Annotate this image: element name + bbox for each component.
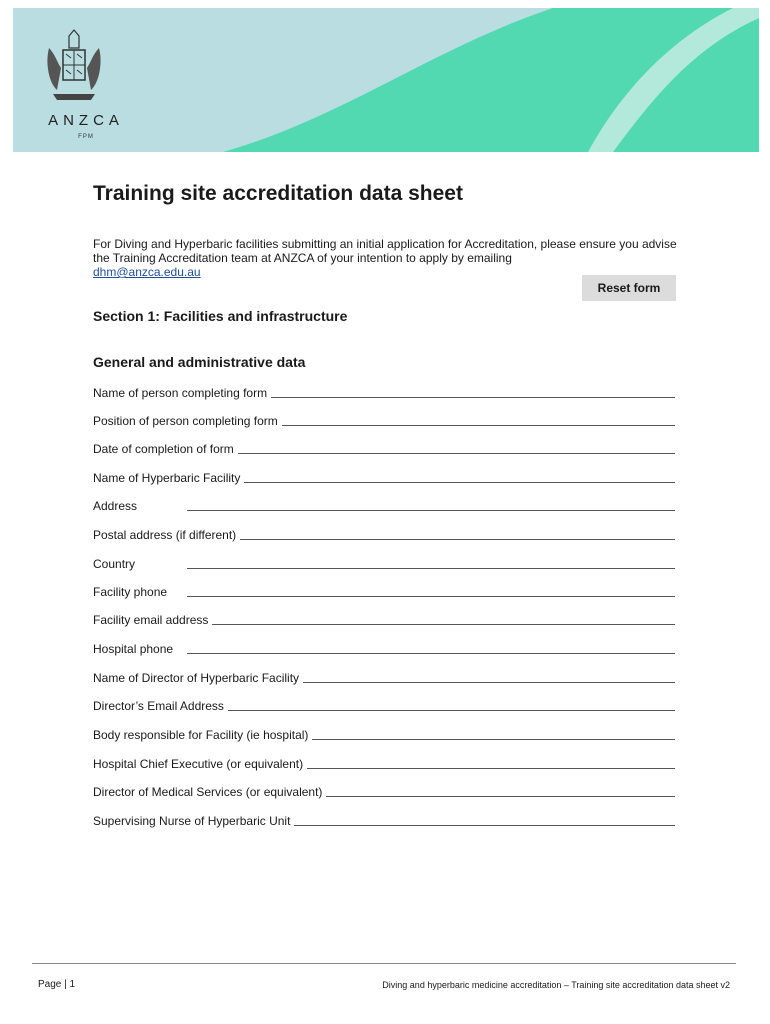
logo-subtitle: FPM [78, 134, 94, 140]
crest-icon [43, 28, 105, 106]
field-input-line[interactable] [271, 387, 675, 398]
field-input-line[interactable] [240, 529, 675, 540]
field-input-line[interactable] [187, 558, 675, 569]
field-label: Hospital Chief Executive (or equivalent) [93, 757, 304, 771]
field-label: Position of person completing form [93, 414, 278, 428]
intro-text: For Diving and Hyperbaric facilities submitting an initial application for Accreditation, please ensure you advise the Training Accreditation team at ANZCA of your intention to apply by emailing [93, 237, 677, 265]
form-field-row [93, 497, 675, 513]
footer-document-title: Diving and hyperbaric medicine accreditation – Training site accreditation data sheet v2 [382, 980, 730, 990]
form-field-row [93, 526, 675, 542]
field-label: Hospital phone [93, 642, 174, 656]
form-field-row [93, 583, 675, 599]
form-field-row [93, 384, 675, 400]
field-label: Name of person completing form [93, 386, 268, 400]
form-field-row [93, 611, 675, 627]
field-input-line[interactable] [307, 758, 675, 769]
form-field-row [93, 726, 675, 742]
form-field-row [93, 469, 675, 485]
field-input-line[interactable] [212, 614, 675, 625]
field-input-line[interactable] [244, 472, 675, 483]
field-input-line[interactable] [187, 500, 675, 511]
form-field-row [93, 697, 675, 713]
form-field-row [93, 440, 675, 456]
field-input-line[interactable] [294, 815, 675, 826]
field-input-line[interactable] [187, 643, 675, 654]
email-link[interactable]: dhm@anzca.edu.au [93, 265, 201, 279]
field-input-line[interactable] [282, 415, 675, 426]
field-label: Director’s Email Address [93, 699, 224, 713]
reset-form-button[interactable]: Reset form [582, 275, 676, 301]
intro-paragraph [93, 237, 683, 279]
field-label: Facility phone [93, 585, 168, 599]
section-title: Section 1: Facilities and infrastructure [93, 308, 348, 324]
field-label: Body responsible for Facility (ie hospital) [93, 728, 309, 742]
subsection-title: General and administrative data [93, 354, 306, 370]
footer-divider [32, 963, 736, 964]
form-field-row [93, 669, 675, 685]
field-label: Postal address (if different) [93, 528, 237, 542]
field-label: Supervising Nurse of Hyperbaric Unit [93, 814, 291, 828]
field-label: Name of Director of Hyperbaric Facility [93, 671, 300, 685]
field-input-line[interactable] [303, 672, 675, 683]
field-label: Director of Medical Services (or equivalent) [93, 785, 323, 799]
form-field-row [93, 412, 675, 428]
form-field-row [93, 640, 675, 656]
logo-wordmark: ANZCA [48, 112, 124, 129]
field-input-line[interactable] [228, 700, 675, 711]
field-label: Date of completion of form [93, 442, 234, 456]
header-banner [13, 8, 759, 152]
page-number: Page | 1 [38, 979, 76, 990]
field-label: Country [93, 557, 136, 571]
field-input-line[interactable] [326, 786, 675, 797]
form-field-row [93, 555, 675, 571]
field-input-line[interactable] [238, 443, 675, 454]
field-label: Address [93, 499, 138, 513]
field-input-line[interactable] [187, 586, 675, 597]
form-field-row [93, 812, 675, 828]
field-label: Name of Hyperbaric Facility [93, 471, 241, 485]
form-field-row [93, 755, 675, 771]
field-label: Facility email address [93, 613, 209, 627]
anzca-logo [43, 28, 129, 148]
page-title: Training site accreditation data sheet [93, 182, 463, 205]
form-field-row [93, 783, 675, 799]
field-input-line[interactable] [312, 729, 675, 740]
